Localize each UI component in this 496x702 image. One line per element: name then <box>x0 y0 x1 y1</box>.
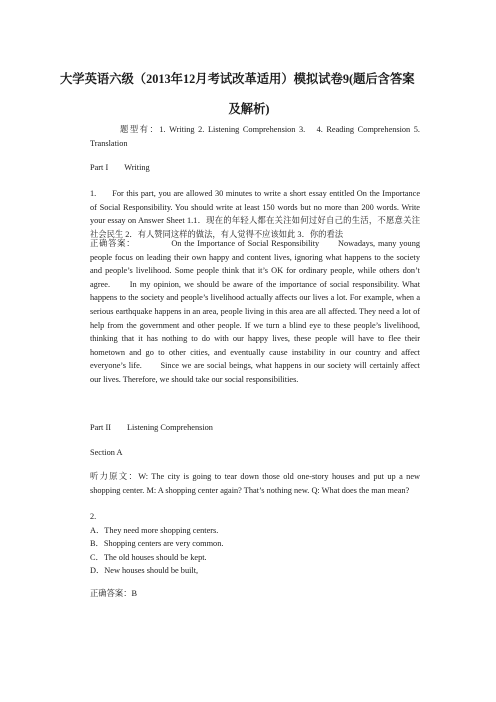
part1-heading <box>90 162 150 173</box>
question-1-text: For this part, you are allowed 30 minutes to write a short essay entitled On the Importance of Social Responsibility. You should write at least 150 words but no more than 200 words. Write your essay on Answer Sheet 1.1．现在的年轻人都在关注如何过好自己的生活，不愿意关注社会民生 2．有人赞同这样的做法，有人觉得不应该如此 3．你的看法 <box>90 189 420 239</box>
part2-name: Listening Comprehension <box>126 423 213 432</box>
option-d: D．New houses should be built, <box>90 566 199 576</box>
title-line-1: 大学英语六级（2013年12月考试改革适用）模拟试卷9(题后含答案 <box>60 72 415 86</box>
listening-label: 听力原文： <box>90 472 139 481</box>
section-a-heading: Section A <box>90 448 123 457</box>
option-c: C．The old houses should be kept. <box>90 552 207 562</box>
question-1-number: 1. <box>90 189 97 198</box>
answer-2-value: B <box>131 589 138 598</box>
listening-text: W: The city is going to tear down those old one-story houses and put up a new shopping center. M: A shopping center again? That’s nothing new. Q: What does the man mean? <box>90 472 420 495</box>
option-b: B．Shopping centers are very common. <box>90 539 224 549</box>
question-types: 题型有：1. Writing 2. Listening Comprehension 3. 4. Reading Comprehension 5. Translation <box>90 125 420 148</box>
answer-1 <box>90 237 420 387</box>
question-2-number: 2. <box>90 512 97 521</box>
option-a: A．They need more shopping centers. <box>90 525 219 535</box>
question-2 <box>90 510 420 578</box>
part1-label: Part I <box>90 163 109 172</box>
answer-2 <box>90 588 137 599</box>
document-title <box>60 64 438 124</box>
part2-label: Part II <box>90 423 111 432</box>
answer-1-label: 正确答案： <box>90 239 136 248</box>
part2-heading <box>90 422 213 433</box>
part1-name: Writing <box>124 163 150 172</box>
listening-script <box>90 470 420 497</box>
question-1 <box>90 187 420 241</box>
answer-1-text: On the Importance of Social Responsibility Nowadays, many young people focus on leading their own happy and content lives, ignoring what happens to the society and people’s livelihood. Some people think that it’s OK for ordinary people, while others don’t agree. In my opinion, we should be aware of the importance of social responsibility. What happens to the society and people’s livelihood actually affects our lives a lot. For example, when a serious earthquake happens in an area, people living in this area are all affected. They need a lot of help from the government and other people. If we turn a blind eye to these people’s livelihood, thinking that it has nothing to do with our happy lives, these people will have to flee their hometown and go to other cities, and eventually cause instability in our country and affect everyone’s life. Since we are social beings, what happens in our society will certainly affect our lives. Therefore, we should take our social responsibilities. <box>90 239 420 384</box>
answer-2-label: 正确答案： <box>90 589 132 598</box>
title-line-2: 及解析) <box>228 102 270 116</box>
